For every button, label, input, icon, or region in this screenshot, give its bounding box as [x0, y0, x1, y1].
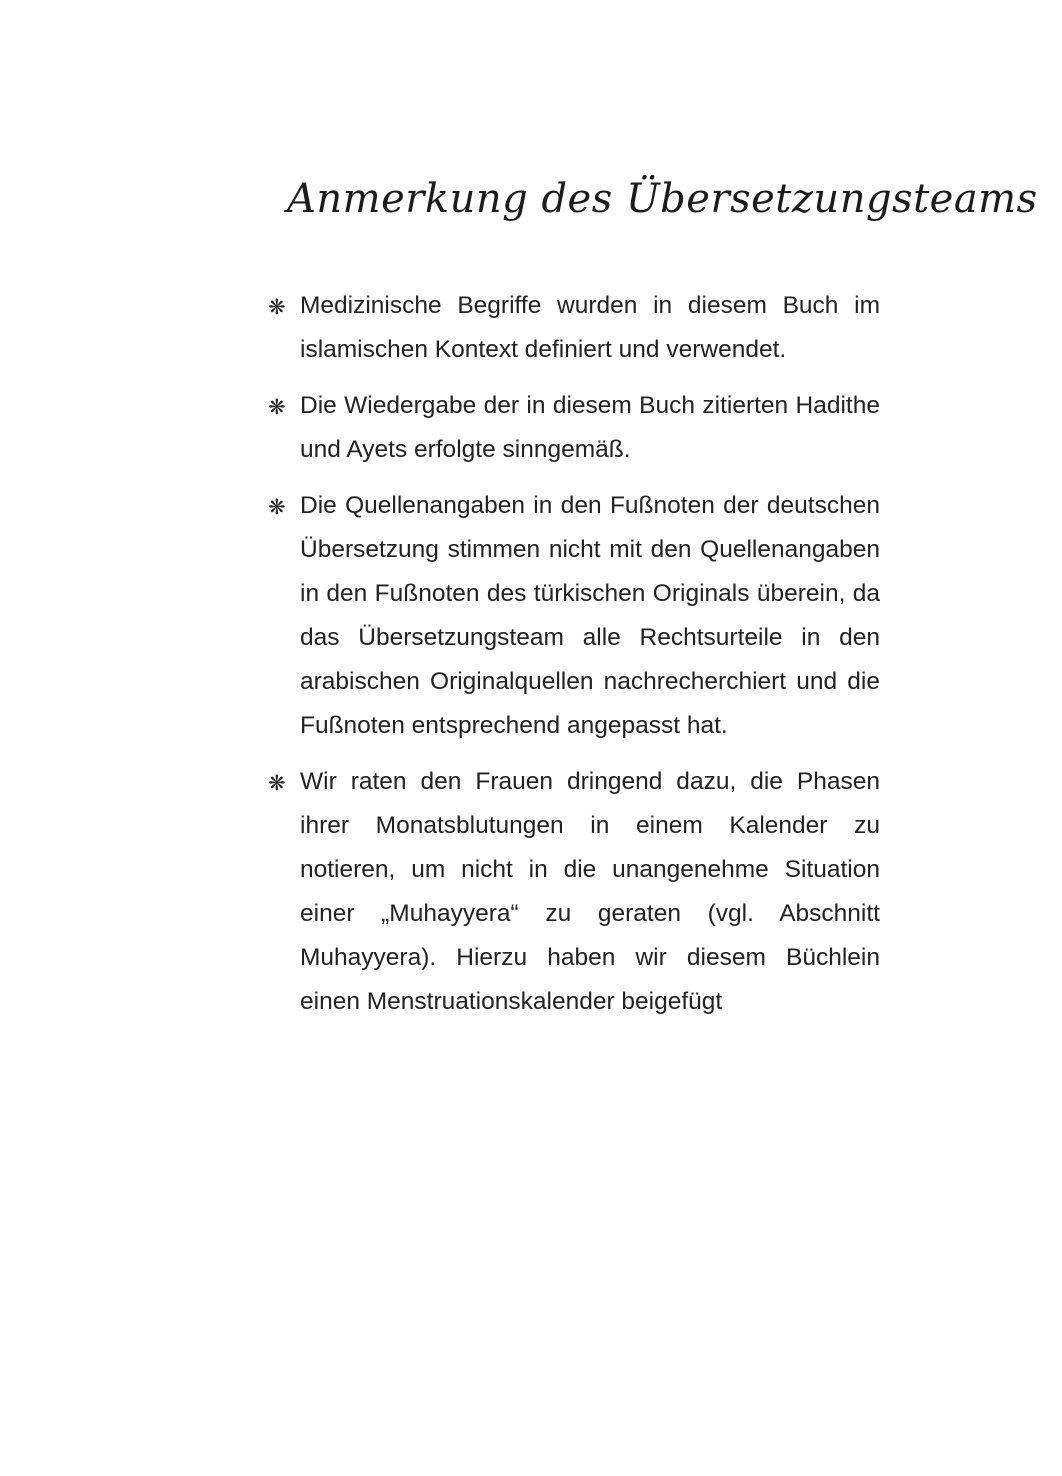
snowflake-asterisk-icon: ❋: [268, 395, 286, 419]
note-text: Wir raten den Frauen dringend dazu, die Phasen ihrer Monatsblutungen in einem Kalender zu notieren, um nicht in die unangenehme Situation einer „Muhayyera“ zu geraten (vgl. Abschnitt Muhayyera). Hierzu haben wir diesem Büchlein einen Menstruationskalender beigefügt: [300, 768, 880, 1015]
snowflake-asterisk-icon: ❋: [268, 295, 286, 319]
note-text: Die Quellenangaben in den Fußnoten der deutschen Übersetzung stimmen nicht mit den Quellenangaben in den Fußnoten des türkischen Originals überein, da das Übersetzungsteam alle Rechtsurteile in den arabischen Originalquellen nachrecherchiert und die Fußnoten entsprechend angepasst hat.: [300, 492, 880, 739]
snowflake-asterisk-icon: ❋: [268, 495, 286, 519]
note-text: Die Wiedergabe der in diesem Buch zitierten Hadithe und Ayets erfolgte sinngemäß.: [300, 392, 880, 463]
page-title: Anmerkung des Übersetzungsteams: [287, 176, 1038, 222]
list-item: [268, 760, 880, 1024]
list-item: [268, 384, 880, 472]
snowflake-asterisk-icon: ❋: [268, 771, 286, 795]
note-text: Medizinische Begriffe wurden in diesem Buch im islamischen Kontext definiert und verwendet.: [300, 292, 880, 363]
list-item: [268, 484, 880, 748]
notes-list: [268, 284, 880, 1036]
list-item: [268, 284, 880, 372]
